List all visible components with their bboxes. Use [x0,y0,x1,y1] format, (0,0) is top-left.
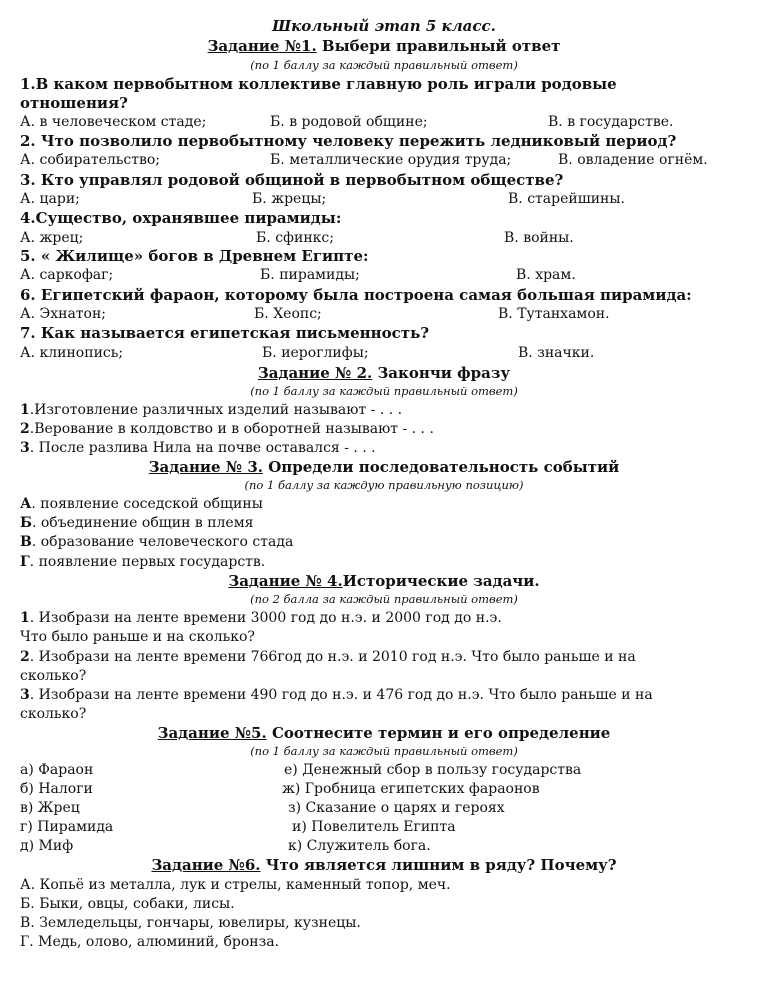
task2-label: Задание № 2. [257,364,373,382]
t1-q1-line1: 1.В каком первобытном коллективе главную роль играли родовые [20,75,617,93]
t6-item: Г. Медь, олово, алюминий, бронза. [20,934,280,950]
t1-q4-option-c: В. войны. [504,230,574,246]
t1-q3-text: 3. Кто управлял родовой общиной в первобытном обществе? [20,171,564,189]
task3-heading [0,458,768,477]
t5-definition: е) Денежный сбор в пользу государства [284,762,582,778]
t1-q7-option-b: Б. иероглифы; [262,345,369,361]
t1-q6-option-c: В. Тутанхамон. [498,306,610,322]
t1-q6-text: 6. Египетский фараон, которому была построена самая большая пирамида: [20,286,692,304]
t1-q2-text: 2. Что позволило первобытному человеку пережить ледниковый период? [20,132,677,150]
t1-q2-option-b: Б. металлические орудия труда; [270,152,512,168]
t5-term: б) Налоги [20,781,93,797]
task5-label: Задание №5. [157,724,267,742]
t1-q3-option-b: Б. жрецы; [252,191,327,207]
t1-q7-option-a: А. клинопись; [20,345,124,361]
t6-item: Б. Быки, овцы, собаки, лисы. [20,896,235,912]
task1-note: (по 1 баллу за каждый правильный ответ) [250,58,518,72]
task4-label: Задание № 4. [228,572,343,590]
task6-title: Что является лишним в ряду? Почему? [265,856,617,874]
t1-q4-option-a: А. жрец; [20,230,84,246]
t1-q2-option-a: А. собирательство; [20,152,160,168]
task4-heading [0,572,768,591]
t2-item: 2.Верование в колдовство и в оборотней называют - . . . [20,421,434,437]
task2-title: Закончи фразу [377,364,511,382]
t1-q3-option-a: А. цари; [20,191,80,207]
t5-term: в) Жрец [20,800,80,816]
t4-p3-line1: 3. Изобрази на ленте времени 490 год до н.э. и 476 год до н.э. Что было раньше и на [20,687,653,703]
t1-q1-option-a: А. в человеческом стаде; [20,114,207,130]
t5-definition: и) Повелитель Египта [292,819,456,835]
t1-q6-option-b: Б. Хеопс; [254,306,322,322]
t5-definition: к) Служитель бога. [288,838,431,854]
task2-heading [0,364,768,383]
t3-item: В. образование человеческого стада [20,534,294,550]
t1-q7-text: 7. Как называется египетская письменность? [20,324,430,342]
t1-q1-line2: отношения? [20,94,128,112]
task3-label: Задание № 3. [148,458,263,476]
t6-item: А. Копьё из металла, лук и стрелы, каменный топор, меч. [20,877,451,893]
t3-item: Г. появление первых государств. [20,554,266,570]
task1-label: Задание №1. [207,37,317,55]
t5-term: а) Фараон [20,762,94,778]
task5-title: Соотнесите термин и его определение [271,724,611,742]
t1-q5-option-c: В. храм. [516,267,576,283]
task4-note: (по 2 балла за каждый правильный ответ) [250,592,518,606]
task6-heading [0,856,768,875]
task5-note: (по 1 баллу за каждый правильный ответ) [250,744,518,758]
t4-p2-line2: сколько? [20,668,87,684]
t5-definition: з) Сказание о царях и героях [288,800,505,816]
t1-q5-text: 5. « Жилище» богов в Древнем Египте: [20,247,369,265]
t4-p1-line2: Что было раньше и на сколько? [20,629,255,645]
t1-q2-option-c: В. овладение огнём. [558,152,708,168]
t1-q7-option-c: В. значки. [518,345,595,361]
page-title: Школьный этап 5 класс. [272,17,496,35]
task6-label: Задание №6. [151,856,261,874]
t6-item: В. Земледельцы, гончары, ювелиры, кузнецы. [20,915,361,931]
task3-title: Определи последовательность событий [268,458,620,476]
t1-q3-option-c: В. старейшины. [508,191,625,207]
t1-q1-option-b: Б. в родовой общине; [270,114,428,130]
t1-q4-option-b: Б. сфинкс; [256,230,334,246]
t2-item: 1.Изготовление различных изделий называют - . . . [20,402,403,418]
t5-term: д) Миф [20,838,74,854]
t5-definition: ж) Гробница египетских фараонов [282,781,540,797]
t4-p3-line2: сколько? [20,706,87,722]
task1-title: Выбери правильный ответ [321,37,561,55]
t4-p2-line1: 2. Изобрази на ленте времени 766год до н.э. и 2010 год н.э. Что было раньше и на [20,649,636,665]
t5-term: г) Пирамида [20,819,114,835]
t1-q6-option-a: А. Эхнатон; [20,306,107,322]
t1-q4-text: 4.Существо, охранявшее пирамиды: [20,209,342,227]
task1-heading [0,37,768,56]
task3-note: (по 1 баллу за каждую правильную позицию) [244,478,524,492]
task4-title: Исторические задачи. [342,572,540,590]
t1-q5-option-a: А. саркофаг; [20,267,114,283]
task5-heading [0,724,768,743]
t1-q5-option-b: Б. пирамиды; [260,267,360,283]
t1-q1-option-c: В. в государстве. [548,114,674,130]
t4-p1-line1: 1. Изобрази на ленте времени 3000 год до н.э. и 2000 год до н.э. [20,610,502,626]
t2-item: 3. После разлива Нила на почве оставался - . . . [20,440,376,456]
t3-item: А. появление соседской общины [20,496,263,512]
task2-note: (по 1 баллу за каждый правильный ответ) [250,384,518,398]
t3-item: Б. объединение общин в племя [20,515,254,531]
